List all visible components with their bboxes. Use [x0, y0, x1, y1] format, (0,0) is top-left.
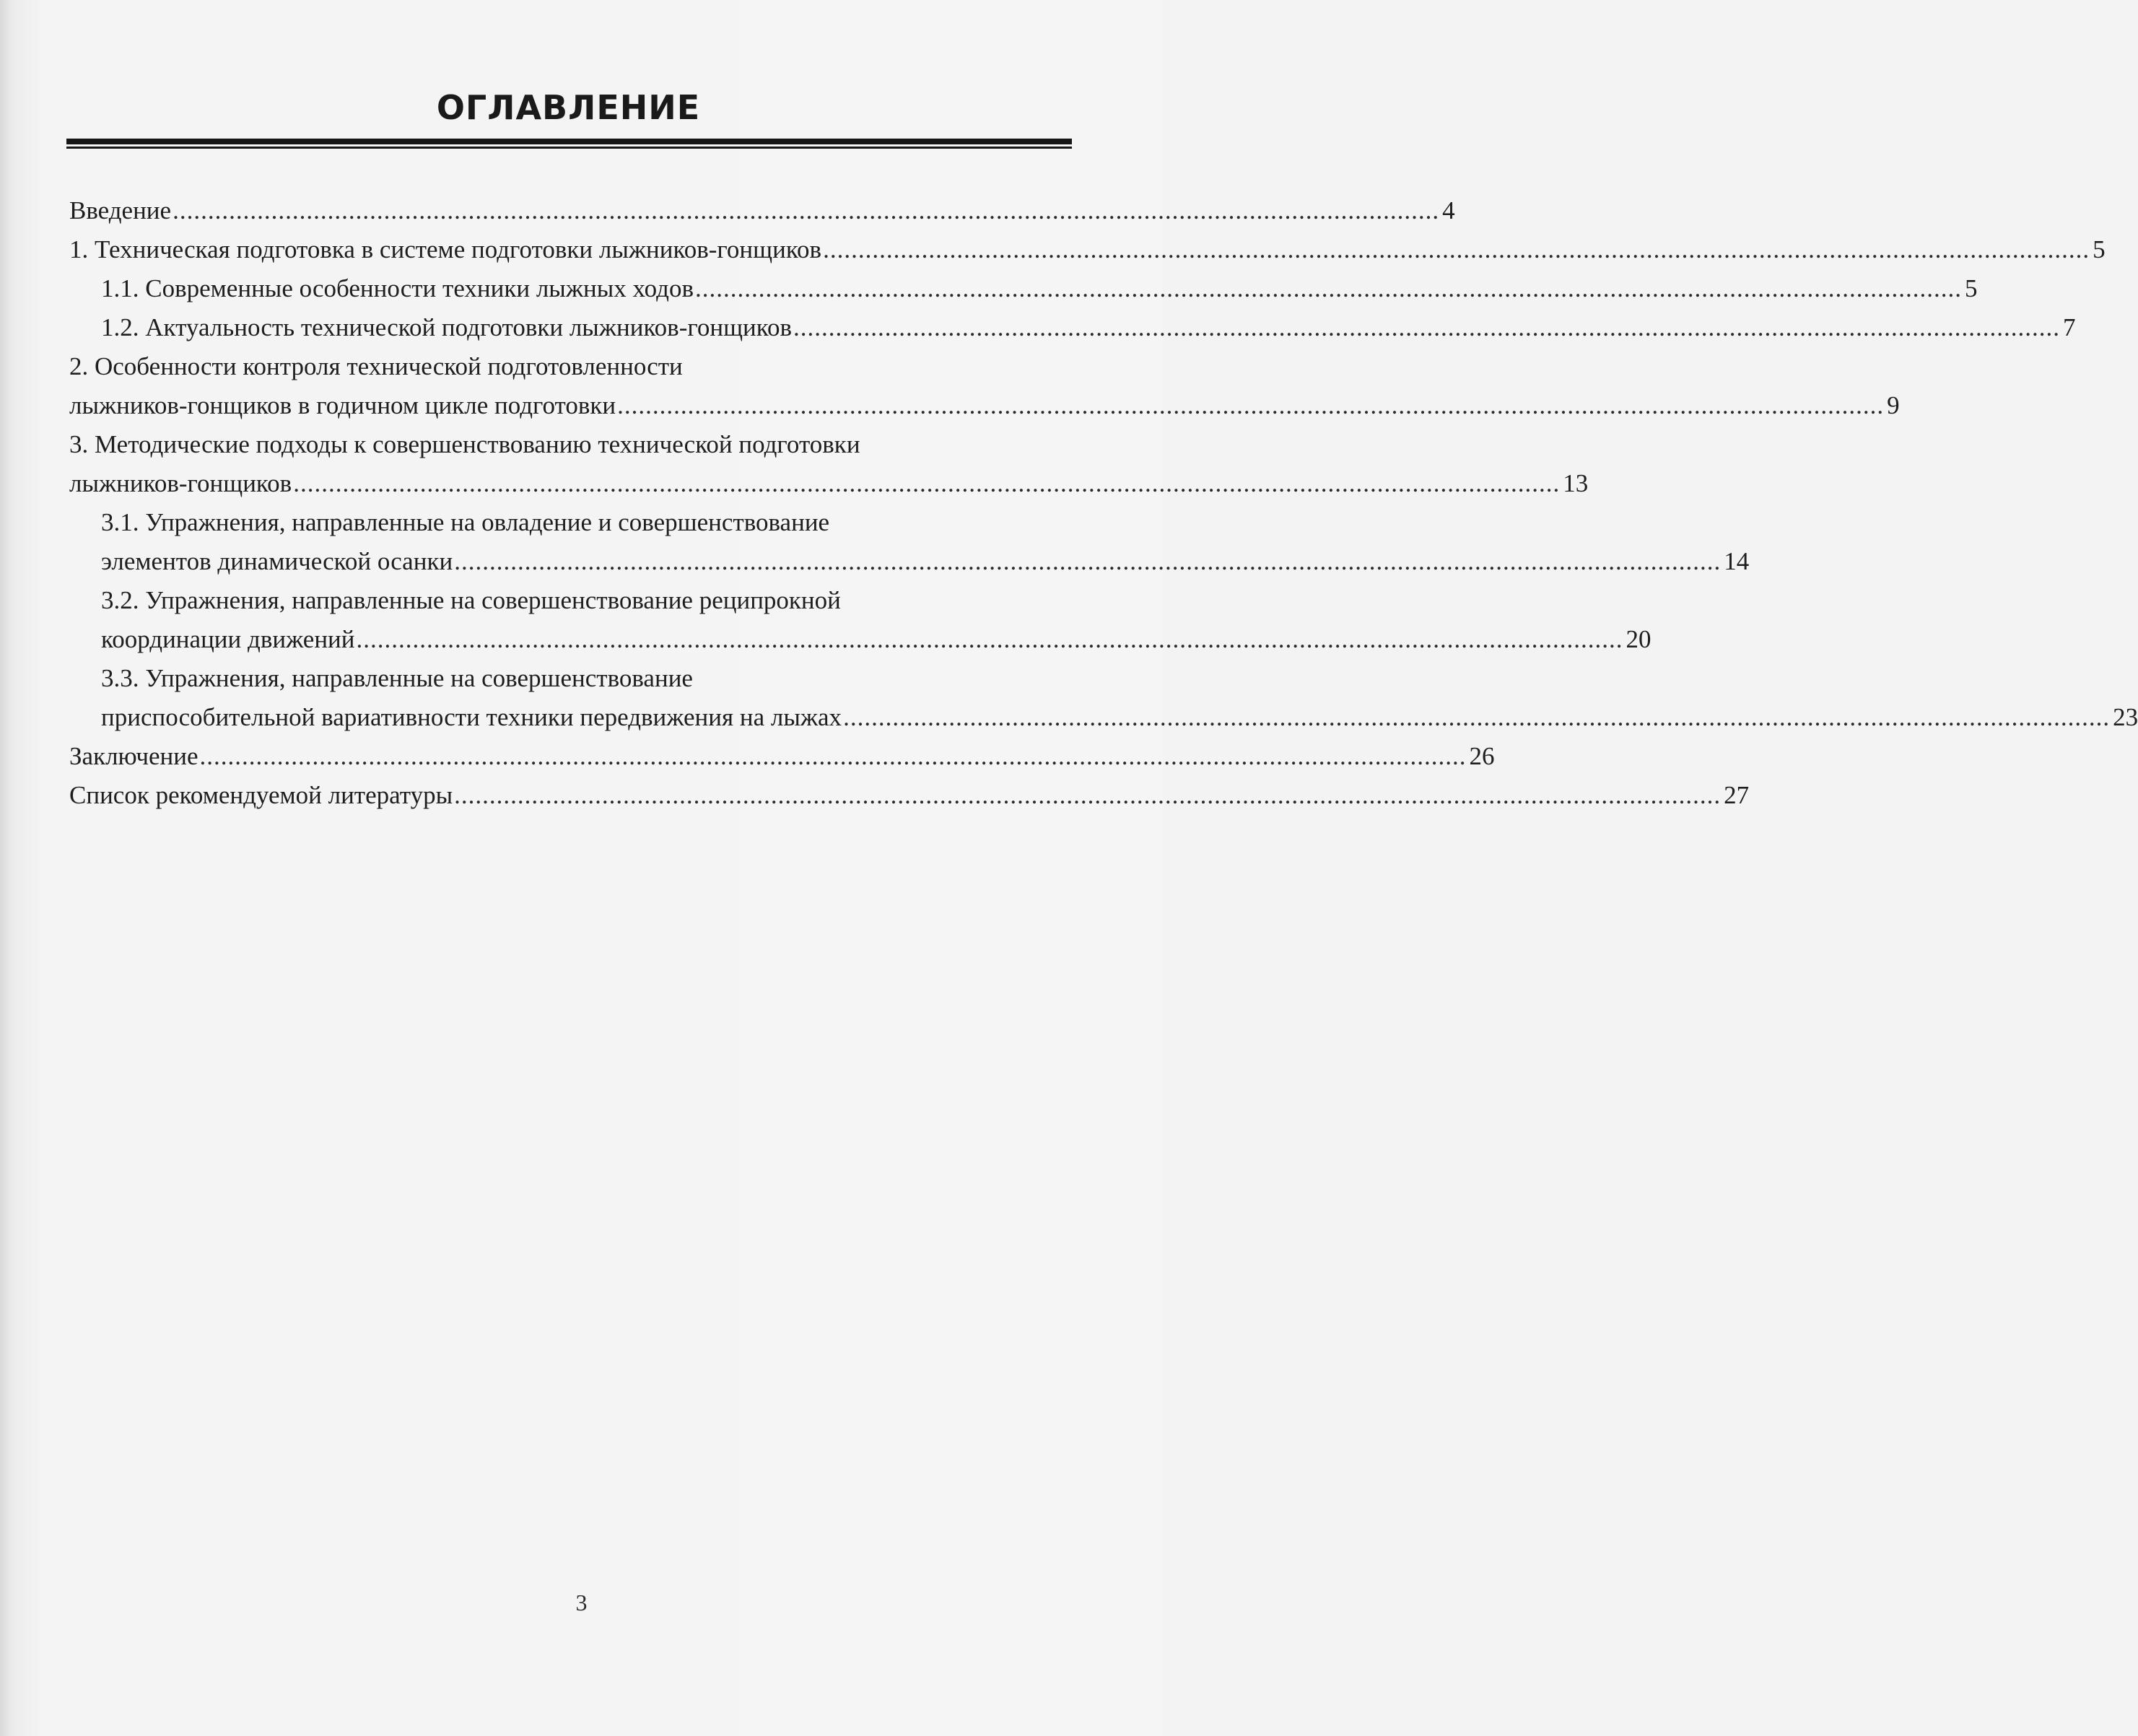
dot-leader: .................................................................................................................................................................................... [356, 625, 1623, 653]
toc-entry-title: 1. Техническая подготовка в системе подготовки лыжников-гонщиков [69, 235, 822, 263]
toc-entry-title: 1.2. Актуальность технической подготовки лыжников-гонщиков [101, 313, 793, 341]
page-number: 3 [575, 1589, 588, 1615]
dot-leader: .................................................................................................................................................................................... [617, 391, 1885, 419]
toc-entry-title: Список рекомендуемой литературы [69, 781, 453, 809]
toc-entry-title-line-1: 2. Особенности контроля технической подготовленности [69, 352, 683, 380]
table-of-contents [69, 191, 2138, 815]
dot-leader: .................................................................................................................................................................................... [454, 547, 1722, 575]
dot-leader: .................................................................................................................................................................................... [695, 274, 1962, 302]
toc-entry-chapter-3[interactable] [69, 425, 1589, 503]
toc-entry-conclusion[interactable] [69, 737, 1495, 776]
toc-entry-section-3-1[interactable] [69, 503, 1750, 581]
toc-entry-section-3-3[interactable] [69, 659, 2138, 737]
toc-entry-chapter-1[interactable] [69, 230, 2106, 269]
dot-leader: .................................................................................................................................................................................... [173, 196, 1440, 224]
rule-thick-line [66, 139, 1072, 144]
toc-page-number: 26 [1469, 742, 1495, 770]
dot-leader: .................................................................................................................................................................................... [823, 235, 2090, 263]
toc-entry-title-line-1: 3.1. Упражнения, направленные на овладение и совершенствование [101, 508, 830, 536]
toc-page-number: 27 [1724, 781, 1750, 809]
title-double-rule [66, 139, 1072, 149]
toc-entry-introduction[interactable] [69, 191, 1455, 230]
dot-leader: .................................................................................................................................................................................... [793, 313, 2061, 341]
toc-page-number: 5 [2093, 235, 2106, 263]
toc-entry-section-1-1[interactable] [69, 269, 1978, 308]
toc-entry-title-line-2: лыжников-гонщиков в годичном цикле подготовки [69, 391, 616, 419]
dot-leader: .................................................................................................................................................................................... [454, 781, 1722, 809]
toc-entry-title: Введение [69, 196, 172, 224]
toc-page-number: 20 [1626, 625, 1652, 653]
dot-leader: .................................................................................................................................................................................... [199, 742, 1467, 770]
toc-entry-section-3-2[interactable] [69, 581, 1652, 659]
toc-entry-chapter-2[interactable] [69, 347, 1900, 425]
toc-page-number: 7 [2063, 313, 2076, 341]
toc-entry-title-line-1: 3.2. Упражнения, направленные на совершенствование реципрокной [101, 586, 841, 614]
toc-page-number: 23 [2113, 703, 2138, 731]
toc-entry-title-line-2: лыжников-гонщиков [69, 469, 292, 497]
toc-page-number: 5 [1965, 274, 1978, 302]
toc-entry-references[interactable] [69, 776, 1750, 815]
page-title: ОГЛАВЛЕНИЕ [436, 88, 701, 127]
toc-entry-title-line-2: элементов динамической осанки [101, 547, 453, 575]
toc-entry-title-line-1: 3.3. Упражнения, направленные на совершенствование [101, 664, 693, 692]
toc-page-number: 13 [1563, 469, 1589, 497]
toc-page-number: 4 [1442, 196, 1455, 224]
toc-entry-section-1-2[interactable] [69, 308, 2076, 347]
dot-leader: .................................................................................................................................................................................... [843, 703, 2111, 731]
rule-thin-line [66, 147, 1072, 149]
toc-page-number: 14 [1724, 547, 1750, 575]
toc-page-number: 9 [1887, 391, 1900, 419]
dot-leader: .................................................................................................................................................................................... [293, 469, 1561, 497]
toc-entry-title-line-1: 3. Методические подходы к совершенствованию технической подготовки [69, 430, 860, 458]
toc-entry-title-line-2: координации движений [101, 625, 355, 653]
toc-entry-title: 1.1. Современные особенности техники лыжных ходов [101, 274, 694, 302]
toc-entry-title: Заключение [69, 742, 198, 770]
toc-entry-title-line-2: приспособительной вариативности техники передвижения на лыжах [101, 703, 842, 731]
